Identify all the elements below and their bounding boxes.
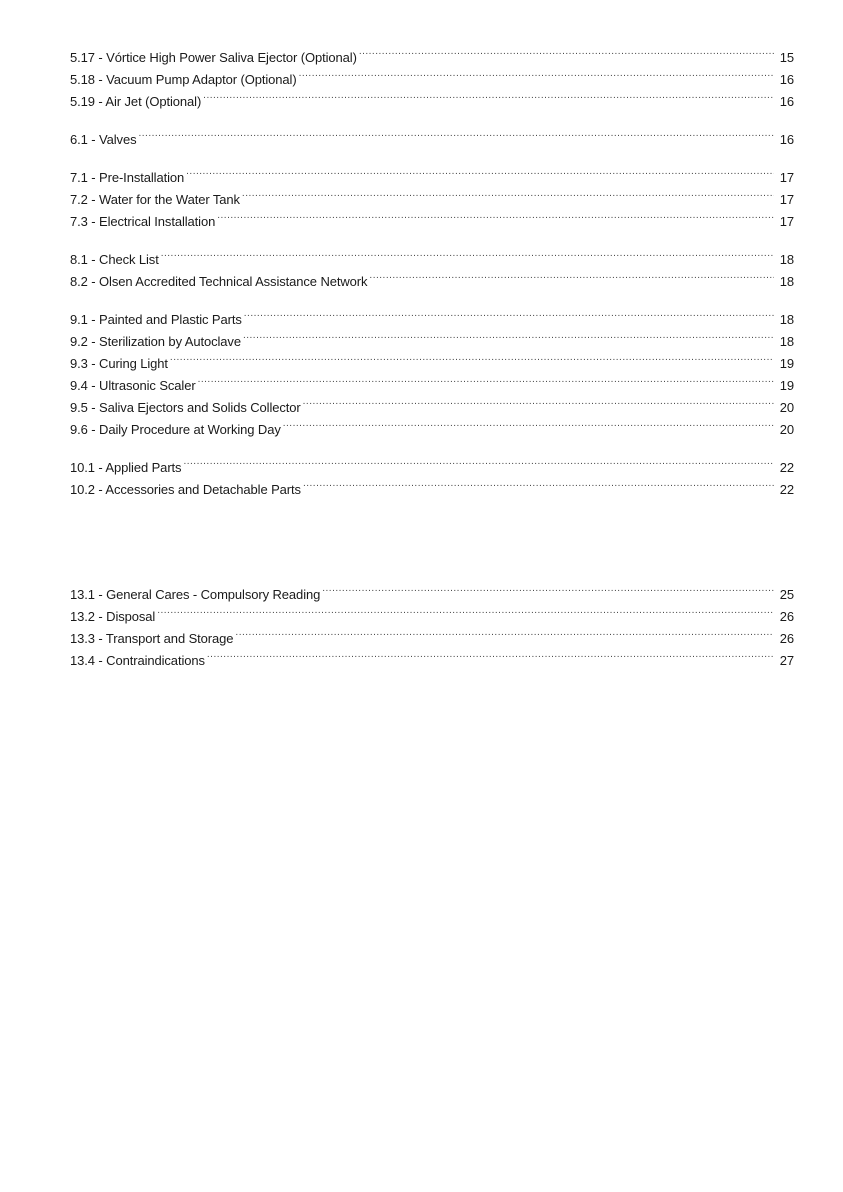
toc-entry-title: 8.1 - Check List — [70, 252, 159, 267]
toc-entry-page: 18 — [779, 312, 794, 327]
dot-leader — [244, 302, 774, 324]
toc-entry-title: 13.3 - Transport and Storage — [70, 631, 234, 646]
toc-entry[interactable] — [70, 577, 794, 602]
dot-leader — [235, 621, 774, 643]
dot-leader — [322, 577, 774, 599]
toc-entry-title: 5.17 - Vórtice High Power Saliva Ejector (Optional) — [70, 50, 357, 65]
toc-group-6 — [70, 122, 794, 147]
dot-leader — [242, 182, 774, 204]
toc-entry-title: 13.1 - General Cares - Compulsory Reading — [70, 587, 321, 602]
toc-entry-page: 19 — [779, 356, 794, 371]
toc-group-9 — [70, 302, 794, 437]
toc-entry-title: 10.2 - Accessories and Detachable Parts — [70, 482, 301, 497]
toc-entry-page: 17 — [779, 192, 794, 207]
toc-group-5 — [70, 40, 794, 109]
toc-entry[interactable] — [70, 242, 794, 267]
toc-entry[interactable] — [70, 450, 794, 475]
dot-leader — [369, 264, 774, 286]
toc-entry-title: 5.18 - Vacuum Pump Adaptor (Optional) — [70, 72, 297, 87]
dot-leader — [183, 450, 774, 472]
section-gap — [70, 494, 794, 577]
dot-leader — [198, 368, 774, 390]
toc-entry[interactable] — [70, 599, 794, 624]
toc-entry-title: 7.1 - Pre-Installation — [70, 170, 185, 185]
dot-leader — [203, 84, 774, 106]
toc-entry-title: 9.6 - Daily Procedure at Working Day — [70, 422, 281, 437]
toc-entry-title: 9.3 - Curing Light — [70, 356, 168, 371]
toc-entry-title: 7.2 - Water for the Water Tank — [70, 192, 240, 207]
toc-entry-title: 13.4 - Contraindications — [70, 653, 205, 668]
toc-entry-page: 20 — [779, 422, 794, 437]
toc-group-10 — [70, 450, 794, 497]
toc-entry[interactable] — [70, 346, 794, 371]
toc-entry-title: 13.2 - Disposal — [70, 609, 156, 624]
toc-entry-title: 9.2 - Sterilization by Autoclave — [70, 334, 241, 349]
toc-entry-title: 10.1 - Applied Parts — [70, 460, 182, 475]
toc-entry-title: 8.2 - Olsen Accredited Technical Assistance Network — [70, 274, 368, 289]
dot-leader — [359, 40, 774, 62]
toc-entry-page: 18 — [779, 274, 794, 289]
toc-entry-page: 16 — [779, 132, 794, 147]
dot-leader — [161, 242, 774, 264]
toc-entry-title: 5.19 - Air Jet (Optional) — [70, 94, 202, 109]
toc-entry-page: 26 — [779, 631, 794, 646]
toc-entry[interactable] — [70, 621, 794, 646]
toc-entry[interactable] — [70, 264, 794, 289]
toc-entry[interactable] — [70, 40, 794, 65]
toc-entry-page: 18 — [779, 252, 794, 267]
toc-entry-page: 27 — [779, 653, 794, 668]
dot-leader — [207, 643, 774, 665]
dot-leader — [283, 412, 774, 434]
toc-entry-page: 26 — [779, 609, 794, 624]
section-gap — [70, 144, 794, 160]
dot-leader — [243, 324, 774, 346]
toc-entry-page: 15 — [779, 50, 794, 65]
toc-entry-page: 22 — [779, 460, 794, 475]
dot-leader — [299, 62, 774, 84]
toc-entry-title: 6.1 - Valves — [70, 132, 137, 147]
dot-leader — [138, 122, 774, 144]
dot-leader — [217, 204, 774, 226]
toc-entry-title: 9.1 - Painted and Plastic Parts — [70, 312, 242, 327]
toc-entry-page: 25 — [779, 587, 794, 602]
toc-entry-page: 17 — [779, 214, 794, 229]
toc-entry[interactable] — [70, 368, 794, 393]
dot-leader — [170, 346, 774, 368]
toc-group-13 — [70, 577, 794, 668]
toc-entry-title: 7.3 - Electrical Installation — [70, 214, 216, 229]
dot-leader — [303, 390, 774, 412]
dot-leader — [157, 599, 774, 621]
toc-entry-page: 17 — [779, 170, 794, 185]
dot-leader — [303, 472, 774, 494]
toc-entry-page: 18 — [779, 334, 794, 349]
toc-entry-page: 22 — [779, 482, 794, 497]
toc-group-7 — [70, 160, 794, 229]
toc-entry[interactable] — [70, 122, 794, 147]
toc-entry-page: 16 — [779, 72, 794, 87]
toc-entry-page: 20 — [779, 400, 794, 415]
table-of-contents — [70, 40, 794, 668]
toc-entry[interactable] — [70, 160, 794, 185]
dot-leader — [186, 160, 774, 182]
toc-group-8 — [70, 242, 794, 289]
toc-entry[interactable] — [70, 302, 794, 327]
toc-entry-page: 16 — [779, 94, 794, 109]
toc-entry-title: 9.5 - Saliva Ejectors and Solids Collector — [70, 400, 301, 415]
toc-entry-page: 19 — [779, 378, 794, 393]
toc-entry-title: 9.4 - Ultrasonic Scaler — [70, 378, 196, 393]
